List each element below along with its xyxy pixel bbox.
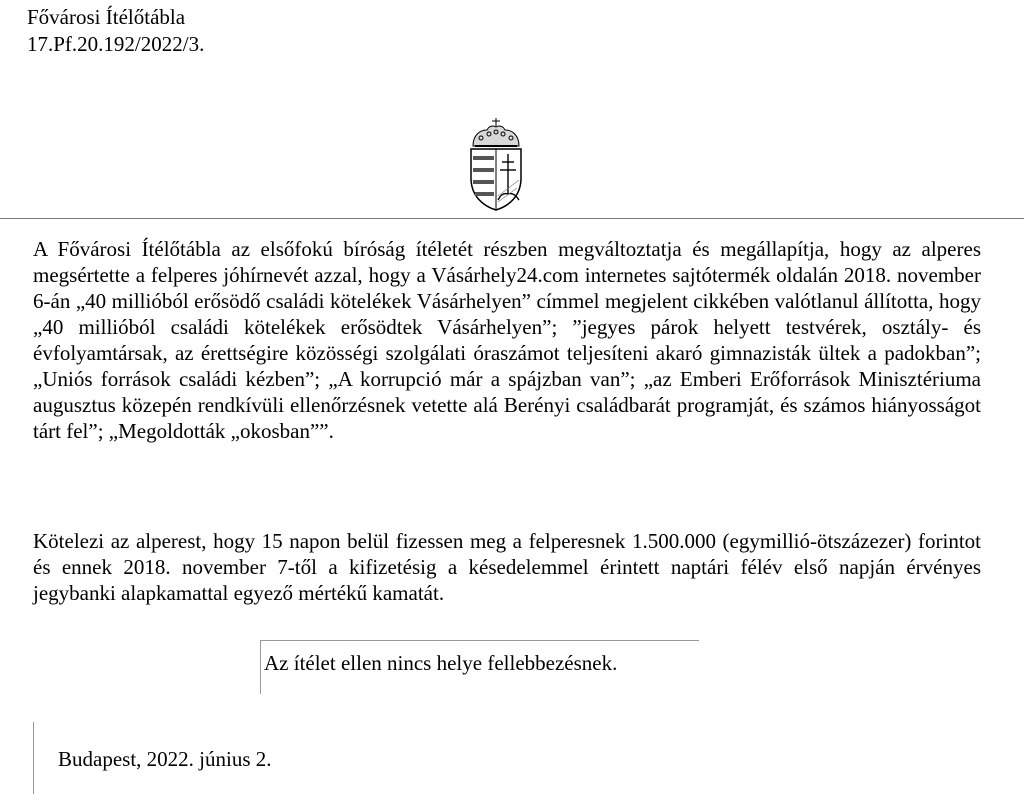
appeal-box-top-border	[260, 640, 699, 641]
judgment-paragraph-2: Kötelezi az alperest, hogy 15 napon belül fizessen meg a felperesnek 1.500.000 (egymillió-ötszázezer) forintot és ennek 2018. november 7-től a kifizetésig a késedelemmel érintett naptári félév első napján érvényes jegybanki alapkamattal egyező mértékű kamatát.	[33, 529, 981, 605]
appeal-notice: Az ítélet ellen nincs helye fellebbezésnek.	[264, 651, 618, 675]
hungarian-coat-of-arms-icon	[467, 116, 525, 212]
court-name: Fővárosi Ítélőtábla	[27, 5, 186, 29]
document-header	[27, 4, 204, 58]
signature-box-left-border	[33, 722, 34, 794]
judgment-paragraph-1: A Fővárosi Ítélőtábla az elsőfokú bíróság ítéletét részben megváltoztatja és megállapítja, hogy az alperes megsértette a felperes jóhírnevét azzal, hogy a Vásárhely24.com internetes sajtótermék oldalán 2018. november 6-án „40 millióból erősödő családi kötelékek Vásárhelyen” címmel megjelent cikkében valótlanul állította, hogy „40 millióból családi kötelékek erősödtek Vásárhelyen”; ”jegyes párok helyett testvérek, osztály- és évfolyamtársak, az érettségire közösségi szolgálati óraszámot teljesíteni akaró gimnazisták ültek a padokban”; „Uniós források családi kézben”; „A korrupció már a spájzban van”; „az Emberi Erőforrások Minisztériuma augusztus közepén rendkívüli ellenőrzésnek vetette alá Berényi családbarát programját, és számos hiányosságot tárt fel”; „Megoldották „okosban””.	[33, 237, 981, 443]
place-and-date: Budapest, 2022. június 2.	[58, 747, 272, 771]
header-divider	[0, 218, 1024, 219]
case-number: 17.Pf.20.192/2022/3.	[27, 32, 205, 56]
appeal-box-left-border	[260, 640, 261, 694]
